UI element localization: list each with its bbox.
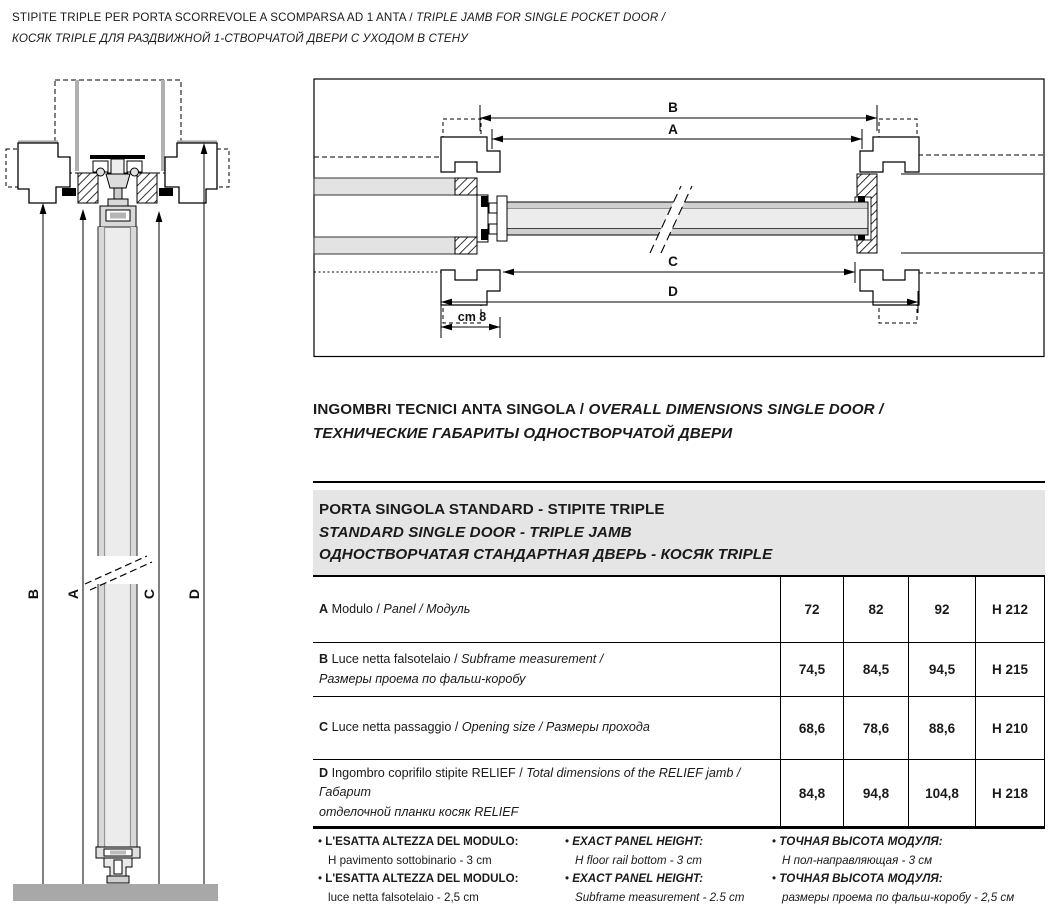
row-label [313, 715, 780, 741]
value-cell: 84,5 [843, 643, 908, 696]
note-title: ТОЧНАЯ ВЫСОТА МОДУЛЯ: [779, 835, 943, 848]
note-item [772, 833, 1046, 870]
label-english: Panel / Модуль [383, 601, 471, 616]
row-label [313, 761, 780, 826]
note-detail: Subframe measurement - 2.5 cm [575, 890, 745, 904]
value-cell: 84,8 [780, 760, 843, 826]
dim-label-d: D [186, 588, 202, 600]
label-italian: Luce netta passaggio / [331, 720, 462, 735]
floor-bar [13, 884, 218, 901]
value-cell: H 210 [975, 697, 1045, 759]
label-english: Opening size / Размеры прохода [461, 720, 650, 735]
note-detail: размеры проема по фальш-коробу - 2,5 см [782, 890, 1015, 904]
value-cell: 94,5 [908, 643, 975, 696]
note-title: L'ESATTA ALTEZZA DEL MODULO: [325, 835, 519, 848]
table-top-rule [313, 481, 1045, 483]
title-english: TRIPLE JAMB FOR SINGLE POCKET DOOR / [416, 11, 666, 24]
plan-dim-label-a: A [668, 122, 678, 137]
note-detail: H floor rail bottom - 3 cm [575, 853, 702, 867]
dimensions-table [313, 577, 1045, 829]
row-label [313, 647, 780, 692]
floor-guide-detail [96, 847, 140, 883]
note-item [565, 870, 767, 905]
plan-dim-label-c: C [668, 254, 678, 269]
label-italian: Modulo / [331, 601, 384, 616]
note-title: EXACT PANEL HEIGHT: [572, 835, 704, 848]
section-heading-line2 [313, 422, 883, 446]
note-title: EXACT PANEL HEIGHT: [572, 872, 704, 886]
value-cell: H 218 [975, 760, 1045, 826]
value-cell: 94,8 [843, 760, 908, 826]
notes-column-russian [772, 833, 1046, 905]
section-heading-line1 [313, 398, 883, 422]
label-italian: Ingombro coprifilo stipite RELIEF / [331, 765, 527, 780]
note-item [318, 833, 558, 870]
notes-column-english [565, 833, 767, 905]
value-cell: 78,6 [843, 697, 908, 759]
notes-column-italian [318, 833, 558, 905]
value-cell: 68,6 [780, 697, 843, 759]
value-cell: 88,6 [908, 697, 975, 759]
value-cell: H 215 [975, 643, 1045, 696]
door-top-profile [100, 206, 136, 227]
note-title: ТОЧНАЯ ВЫСОТА МОДУЛЯ: [779, 872, 943, 886]
label-russian: отделочной планки косяк RELIEF [319, 804, 519, 819]
row-letter: C [319, 720, 329, 735]
label-italian: Luce netta falsotelaio / [331, 652, 462, 666]
label-russian: Размеры проема по фальш-коробу [319, 671, 526, 686]
dim-label-a: A [65, 588, 81, 600]
title-italian: STIPITE TRIPLE PER PORTA SCORREVOLE A SCOMPARSA AD 1 ANTA / [12, 11, 417, 24]
table-row [313, 697, 1045, 760]
bullet-icon: • [565, 835, 570, 848]
page-title [12, 7, 665, 49]
bullet-icon: • [772, 872, 777, 886]
page-title-line2 [12, 28, 665, 49]
value-cell: 82 [843, 577, 908, 642]
table-row [313, 577, 1045, 643]
table-header-line1: PORTA SINGOLA STANDARD - STIPITE TRIPLE [319, 501, 665, 518]
label-english: Subframe measurement / [461, 652, 604, 666]
row-letter: B [319, 652, 329, 666]
note-detail: Н пол-направляющая - 3 см [782, 853, 933, 867]
bullet-icon: • [772, 835, 777, 848]
row-label [313, 597, 780, 623]
label-english: Total dimensions of the RELIEF jamb / Габарит [319, 765, 741, 800]
plan-dim-label-cm8: cm 8 [457, 310, 487, 324]
value-cell: 92 [908, 577, 975, 642]
value-cell: 72 [780, 577, 843, 642]
bullet-icon: • [565, 872, 570, 886]
dim-label-b: B [25, 588, 41, 600]
note-item [318, 870, 558, 905]
row-letter: A [319, 601, 329, 616]
note-item [772, 870, 1046, 905]
note-detail: H pavimento sottobinario - 3 cm [328, 853, 492, 867]
note-item [565, 833, 767, 870]
dim-label-c: C [141, 588, 157, 600]
table-header-line3: ОДНОСТВОРЧАТАЯ СТАНДАРТНАЯ ДВЕРЬ - КОСЯК TRIPLE [319, 546, 773, 563]
value-cell: H 212 [975, 577, 1045, 642]
bullet-icon: • [318, 835, 323, 848]
plan-section-drawing [313, 78, 1045, 358]
value-cell: 104,8 [908, 760, 975, 826]
table-header [313, 490, 1045, 577]
table-row [313, 760, 1045, 829]
plan-dim-label-d: D [668, 284, 678, 299]
heading-italian: INGOMBRI TECNICI ANTA SINGOLA / [313, 401, 589, 418]
section-heading [313, 398, 883, 445]
note-title: L'ESATTA ALTEZZA DEL MODULO: [325, 872, 519, 886]
bullet-icon: • [318, 872, 323, 886]
door-panel [98, 227, 137, 847]
table-row [313, 643, 1045, 697]
note-detail: luce netta falsotelaio - 2,5 cm [328, 890, 479, 904]
page-title-line1 [12, 7, 665, 28]
heading-russian: ТЕХНИЧЕСКИЕ ГАБАРИТЫ ОДНОСТВОРЧАТОЙ ДВЕРИ [313, 424, 733, 442]
value-cell: 74,5 [780, 643, 843, 696]
plan-dim-label-b: B [668, 100, 678, 115]
title-russian: КОСЯК TRIPLE ДЛЯ РАЗДВИЖНОЙ 1-СТВОРЧАТОЙ ДВЕРИ С УХОДОМ В СТЕНУ [12, 32, 468, 45]
vertical-section-drawing [0, 70, 300, 905]
heading-english: OVERALL DIMENSIONS SINGLE DOOR / [588, 401, 884, 418]
table-header-line2: STANDARD SINGLE DOOR - TRIPLE JAMB [319, 523, 632, 541]
row-letter: D [319, 765, 329, 780]
